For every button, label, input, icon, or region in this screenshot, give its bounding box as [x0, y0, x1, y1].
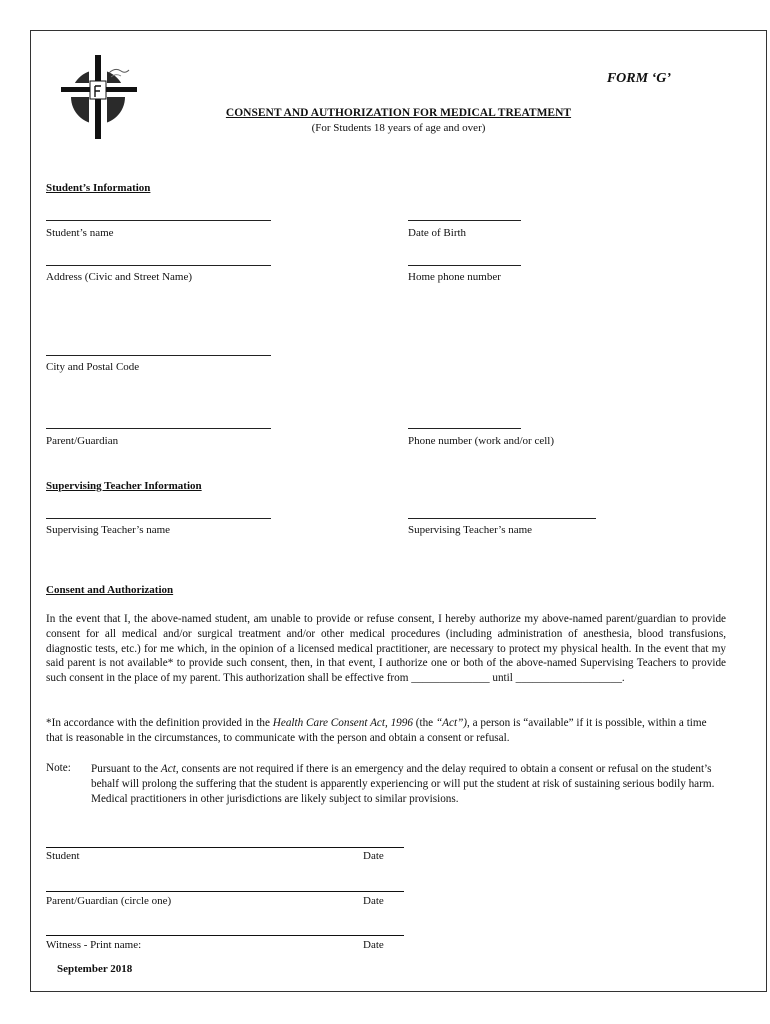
student-name-line[interactable]: [46, 220, 271, 221]
city-postal-line[interactable]: [46, 355, 271, 356]
teacher-1-label: Supervising Teacher’s name: [46, 524, 171, 536]
note-text-2: , consents are not required if there is an emergency and the delay required to obtain a consent or refusal on the student’s behalf will prolong the suffering that the student is apparently experiencing or will put the student at risk of sustaining serious bodily harm. Medical practitioners in other jurisdictions are likely subject to similar provisions.: [91, 763, 715, 805]
footnote-act-short: “Act”): [435, 717, 468, 729]
student-info-heading: Student’s Information: [46, 182, 151, 194]
page-subtitle: (For Students 18 years of age and over): [311, 122, 486, 134]
parent-guardian-line[interactable]: [46, 428, 271, 429]
footnote-text-3: , a person is “available” if it is possible, within a time that is reasonable in the circumstances, to communicate with the person and obtain a consent or refusal.: [46, 717, 707, 744]
note-label: Note:: [46, 762, 71, 774]
witness-signature-label: Witness - Print name:: [46, 939, 142, 951]
city-postal-label: City and Postal Code: [46, 361, 140, 373]
student-signature-line[interactable]: [46, 847, 404, 848]
note-paragraph: [91, 762, 727, 806]
home-phone-label: Home phone number: [408, 271, 501, 283]
parent-guardian-label: Parent/Guardian: [46, 435, 119, 447]
date-of-birth-line[interactable]: [408, 220, 521, 221]
address-line[interactable]: [46, 265, 271, 266]
phone-work-cell-label: Phone number (work and/or cell): [408, 435, 555, 447]
date-of-birth-label: Date of Birth: [408, 227, 467, 239]
availability-footnote: [46, 716, 726, 746]
witness-date-label: Date: [363, 939, 384, 951]
note-text-1: Pursuant to the: [91, 763, 161, 775]
note-act: Act: [160, 763, 176, 775]
parent-signature-line[interactable]: [46, 891, 404, 892]
phone-work-cell-line[interactable]: [408, 428, 521, 429]
footnote-text-1: *In accordance with the definition provided in the: [46, 717, 273, 729]
footer-date: September 2018: [57, 963, 133, 975]
teacher-2-label: Supervising Teacher’s name: [408, 524, 533, 536]
teacher-info-heading: Supervising Teacher Information: [46, 480, 202, 492]
footnote-act-title: Health Care Consent Act, 1996: [272, 717, 413, 729]
student-signature-label: Student: [46, 850, 80, 862]
student-name-label: Student’s name: [46, 227, 114, 239]
teacher-1-line[interactable]: [46, 518, 271, 519]
address-label: Address (Civic and Street Name): [46, 271, 193, 283]
parent-signature-label: Parent/Guardian (circle one): [46, 895, 172, 907]
witness-signature-line[interactable]: [46, 935, 404, 936]
footnote-text-2: (the: [412, 717, 436, 729]
form-page: [30, 30, 767, 992]
parent-date-label: Date: [363, 895, 384, 907]
page-title: CONSENT AND AUTHORIZATION FOR MEDICAL TREATMENT: [225, 107, 572, 119]
consent-heading: Consent and Authorization: [46, 584, 174, 596]
student-date-label: Date: [363, 850, 384, 862]
consent-paragraph: In the event that I, the above-named student, am unable to provide or refuse consent, I hereby authorize my above-named parent/guardian to provide consent for all medical and/or surgical treatment and/or other medical procedures (including administration of anesthesia, blood transfusions, diagnostic tests, etc.) for me which, in the opinion of a licensed medical practitioner, are necessary to protect my physical health. In the event that my said parent is not available* to provide such consent, then, in that event, I authorize one or both of the above-named Supervising Teachers to provide such consent in the place of my parent. This authorization shall be effective from ______________ until ___________________.: [46, 613, 726, 685]
form-label: FORM ‘G’: [606, 71, 671, 86]
home-phone-line[interactable]: [408, 265, 521, 266]
teacher-2-line[interactable]: [408, 518, 596, 519]
